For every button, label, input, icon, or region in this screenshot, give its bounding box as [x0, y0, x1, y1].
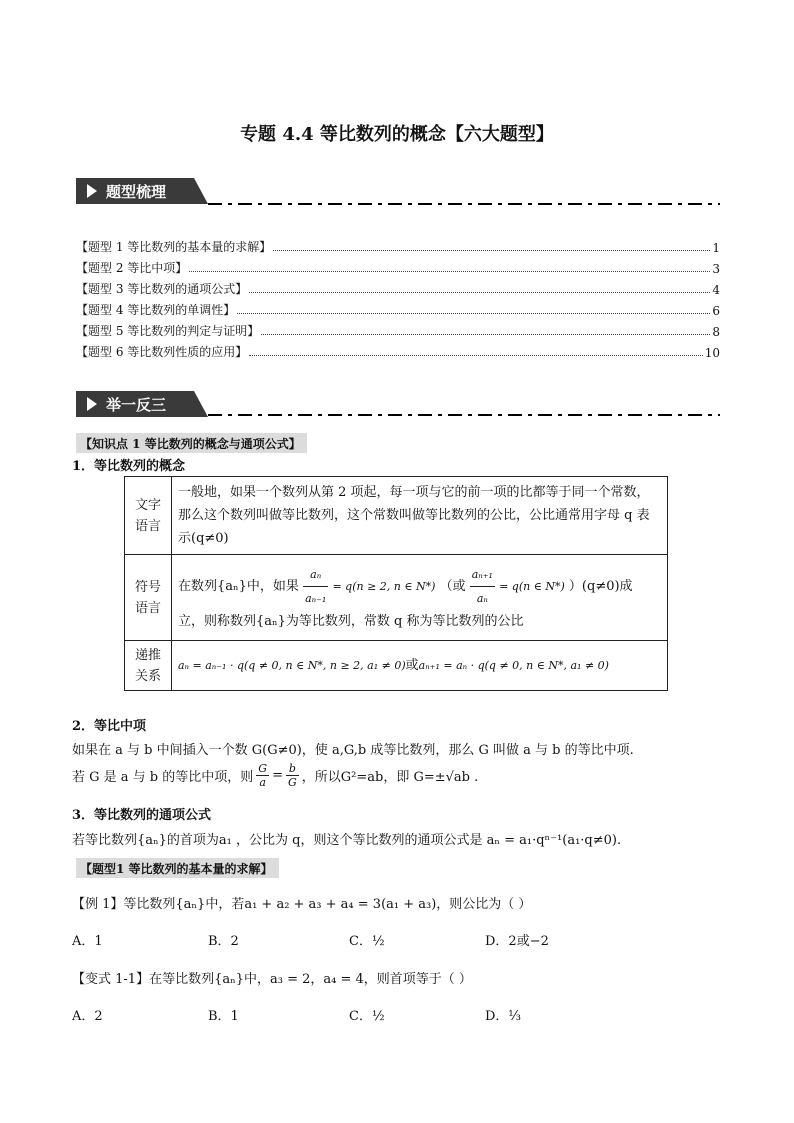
table-of-contents [76, 234, 720, 360]
fraction [286, 762, 299, 789]
toc-item-label: 【题型 3 等比数列的通项公式】 [76, 282, 248, 296]
dash-divider [208, 414, 720, 416]
banner-label: 举一反三 [106, 396, 167, 414]
page-title: 专题 4.4 等比数列的概念【六大题型】 [240, 124, 554, 145]
table-row [125, 477, 668, 555]
section-heading: 1．等比数列的概念 [72, 459, 186, 474]
fraction-denominator: aₙ [476, 591, 488, 605]
banner-label: 题型梳理 [106, 183, 167, 201]
section-banner-overview [76, 178, 206, 204]
toc-leader-dots [249, 292, 710, 293]
answer-option: B．1 [208, 1009, 239, 1024]
or-text: 或 [405, 658, 419, 673]
toc-item-label: 【题型 1 等比数列的基本量的求解】 [76, 240, 272, 254]
toc-item-label: 【题型 6 等比数列性质的应用】 [76, 345, 248, 359]
toc-item[interactable] [76, 339, 720, 360]
toc-item-label: 【题型 4 等比数列的单调性】 [76, 303, 236, 317]
toc-leader-dots [189, 271, 710, 272]
answer-option: D．2或−2 [485, 934, 549, 949]
toc-page-number: 1 [712, 241, 720, 255]
formula: = q(n ≥ 2, n ∈ N*) [332, 579, 436, 593]
paragraph: 如果在 a 与 b 中间插入一个数 G(G≠0)，使 a,G,b 成等比数列，那么 G 叫做 a 与 b 的等比中项. [72, 743, 634, 758]
answer-option: C．½ [349, 934, 385, 949]
row-head [125, 641, 172, 691]
table-row [125, 555, 668, 641]
dash-divider [208, 203, 720, 205]
fraction [303, 563, 328, 610]
row-head-text: 递推 关系 [134, 647, 161, 684]
fraction-numerator: aₙ [303, 563, 328, 587]
paragraph-text: 若 G 是 a 与 b 的等比中项，则 [72, 770, 254, 785]
question-type-header: 【题型1 等比数列的基本量的求解】 [76, 858, 279, 878]
toc-leader-dots [273, 250, 710, 251]
formula: aₙ = aₙ₋₁ · q(q ≠ 0, n ∈ N*, n ≥ 2, a₁ ≠ 0) [178, 659, 406, 672]
toc-item[interactable] [76, 297, 720, 318]
definition-table [124, 476, 668, 691]
condition-text: ）(q≠0)成 [568, 578, 633, 594]
fraction-numerator: aₙ₊₁ [470, 563, 495, 587]
fraction-numerator: G [258, 762, 268, 775]
row-content [172, 641, 668, 691]
toc-leader-dots [249, 355, 702, 356]
or-text: （或 [439, 578, 466, 594]
section-heading: 3．等比数列的通项公式 [72, 808, 212, 823]
equals-sign: = [272, 768, 283, 783]
row-content: 一般地，如果一个数列从第 2 项起，每一项与它的前一项的比都等于同一个常数，那么这个数列叫做等比数列，这个常数叫做等比数列的公比，公比通常用字母 q 表示(q≠0) [172, 477, 668, 555]
toc-page-number: 4 [712, 283, 720, 297]
section-heading: 2．等比中项 [72, 719, 147, 734]
answer-option: A．1 [72, 934, 103, 949]
row-head-text: 符号 语言 [134, 579, 161, 616]
toc-item-label: 【题型 2 等比中项】 [76, 261, 188, 275]
paragraph [72, 762, 478, 789]
toc-page-number: 10 [704, 346, 720, 360]
toc-item[interactable] [76, 318, 720, 339]
knowledge-point-header: 【知识点 1 等比数列的概念与通项公式】 [76, 433, 307, 453]
fraction-denominator: aₙ₋₁ [305, 591, 327, 605]
variant-question: 【变式 1-1】在等比数列{aₙ}中，a₃ = 2，a₄ = 4，则首项等于（ ） [72, 972, 472, 987]
toc-item[interactable] [76, 276, 720, 297]
formula: aₙ₊₁ = aₙ · q(q ≠ 0, n ∈ N*, a₁ ≠ 0) [418, 659, 609, 672]
answer-option: D．⅓ [485, 1009, 522, 1024]
paragraph-text: ，所以G²=ab，即 G=±√ab . [301, 770, 479, 785]
toc-leader-dots [237, 313, 710, 314]
play-arrow-icon [87, 397, 97, 411]
row-head [125, 555, 172, 641]
answer-option: A．2 [72, 1009, 103, 1024]
toc-item-label: 【题型 5 等比数列的判定与证明】 [76, 324, 260, 338]
toc-item[interactable] [76, 255, 720, 276]
answer-option: C．½ [349, 1009, 385, 1024]
example-question: 【例 1】等比数列{aₙ}中，若a₁ + a₂ + a₃ + a₄ = 3(a₁ + a₃)，则公比为（ ） [72, 897, 532, 912]
toc-leader-dots [261, 334, 710, 335]
paragraph: 若等比数列{aₙ}的首项为a₁ ，公比为 q，则这个等比数列的通项公式是 aₙ = a₁·qⁿ⁻¹(a₁·q≠0). [72, 833, 622, 848]
fraction [256, 762, 269, 789]
row-content [172, 555, 668, 641]
row-head [125, 477, 172, 555]
toc-page-number: 3 [712, 262, 720, 276]
fraction-denominator: a [259, 776, 266, 789]
fraction-denominator: G [287, 776, 297, 789]
fraction [470, 563, 495, 610]
symbol-text: 在数列{aₙ}中，如果 [178, 578, 299, 594]
table-row [125, 641, 668, 691]
toc-page-number: 8 [712, 325, 720, 339]
answer-option: B．2 [208, 934, 239, 949]
toc-item[interactable] [76, 234, 720, 255]
play-arrow-icon [87, 184, 97, 198]
formula: = q(n ∈ N*) [499, 579, 565, 593]
symbol-text: 立，则称数列{aₙ}为等比数列，常数 q 称为等比数列的公比 [178, 613, 524, 629]
row-head-text: 文字 语言 [134, 497, 161, 534]
fraction-numerator: b [286, 762, 299, 776]
toc-page-number: 6 [712, 304, 720, 318]
section-banner-practice [76, 391, 206, 417]
